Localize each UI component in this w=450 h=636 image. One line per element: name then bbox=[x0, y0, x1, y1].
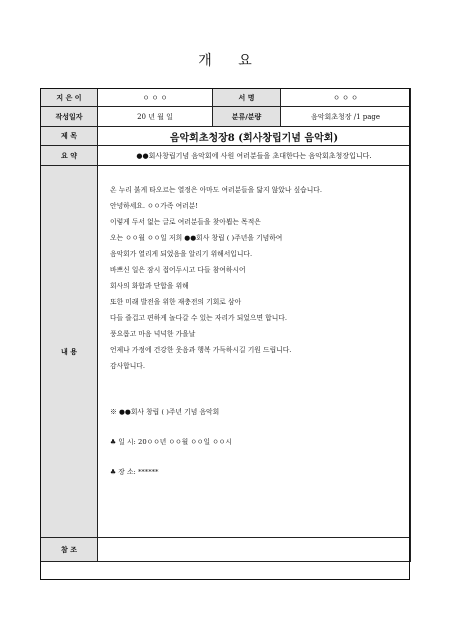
reference-label: 참 조 bbox=[41, 538, 98, 562]
reference-value bbox=[98, 538, 411, 562]
summary-label: 요 약 bbox=[41, 146, 98, 166]
signature-value: ㅇ ㅇ ㅇ bbox=[281, 89, 411, 107]
content-line: 안녕하세요. ㅇㅇ가족 여러분! bbox=[110, 202, 199, 210]
content-line: 또한 미래 발전을 위한 재충전의 기회로 삼아 bbox=[110, 298, 242, 306]
content-line: 이렇게 두서 없는 글로 여러분들을 찾아뵙는 목적은 bbox=[110, 218, 261, 226]
summary-form bbox=[40, 88, 411, 562]
signature-label: 서 명 bbox=[213, 89, 281, 107]
event-place: ♣ 장 소: ****** bbox=[110, 468, 159, 476]
category-label: 분류/분량 bbox=[213, 107, 281, 127]
content-line: 회사의 화합과 단합을 위해 bbox=[110, 282, 189, 290]
content-line: 언제나 가정에 건강한 웃음과 행복 가득하시길 기원 드립니다. bbox=[110, 346, 292, 354]
subject-value: 음악회초청장8 (회사창립기념 음악회) bbox=[98, 127, 411, 146]
content-line: 음악회가 열리게 되었음을 알리기 위해서입니다. bbox=[110, 250, 253, 258]
author-value: ㅇ ㅇ ㅇ bbox=[98, 89, 213, 107]
subject-label: 제 목 bbox=[41, 127, 98, 146]
category-value: 음악회초청장 /1 page bbox=[281, 107, 411, 127]
event-date: ♣ 일 시: 20ㅇㅇ년 ㅇㅇ월 ㅇㅇ일 ㅇㅇ시 bbox=[110, 438, 232, 446]
content-line: 바쁘신 일은 잠시 접어두시고 다들 참여하시어 bbox=[110, 266, 246, 274]
content-label: 내 용 bbox=[41, 166, 98, 538]
date-label: 작성일자 bbox=[41, 107, 98, 127]
content-line: 풍요롭고 마음 넉넉한 가을날 bbox=[110, 330, 196, 338]
content-line: 다들 즐겁고 편하게 놀다갈 수 있는 자리가 되었으면 합니다. bbox=[110, 314, 288, 322]
summary-value: ●●회사창립기념 음악회에 사원 여러분들을 초대한다는 음악회초청장입니다. bbox=[98, 146, 411, 166]
content-line: 온 누리 붉게 타오르는 열정은 아마도 여러분들을 닮지 않았나 싶습니다. bbox=[110, 186, 323, 194]
date-value: 20 년 월 일 bbox=[98, 107, 213, 127]
content-line: 감사합니다. bbox=[110, 362, 145, 370]
document-title: 개 요 bbox=[198, 53, 252, 69]
event-title: ※ ●●회사 창립 ( )주년 기념 음악회 bbox=[110, 408, 220, 416]
author-label: 지 은 이 bbox=[41, 89, 98, 107]
content-line: 오는 ㅇㅇ월 ㅇㅇ일 저희 ●●회사 창립 ( )주년을 기념하여 bbox=[110, 234, 283, 242]
content-body bbox=[98, 166, 411, 538]
